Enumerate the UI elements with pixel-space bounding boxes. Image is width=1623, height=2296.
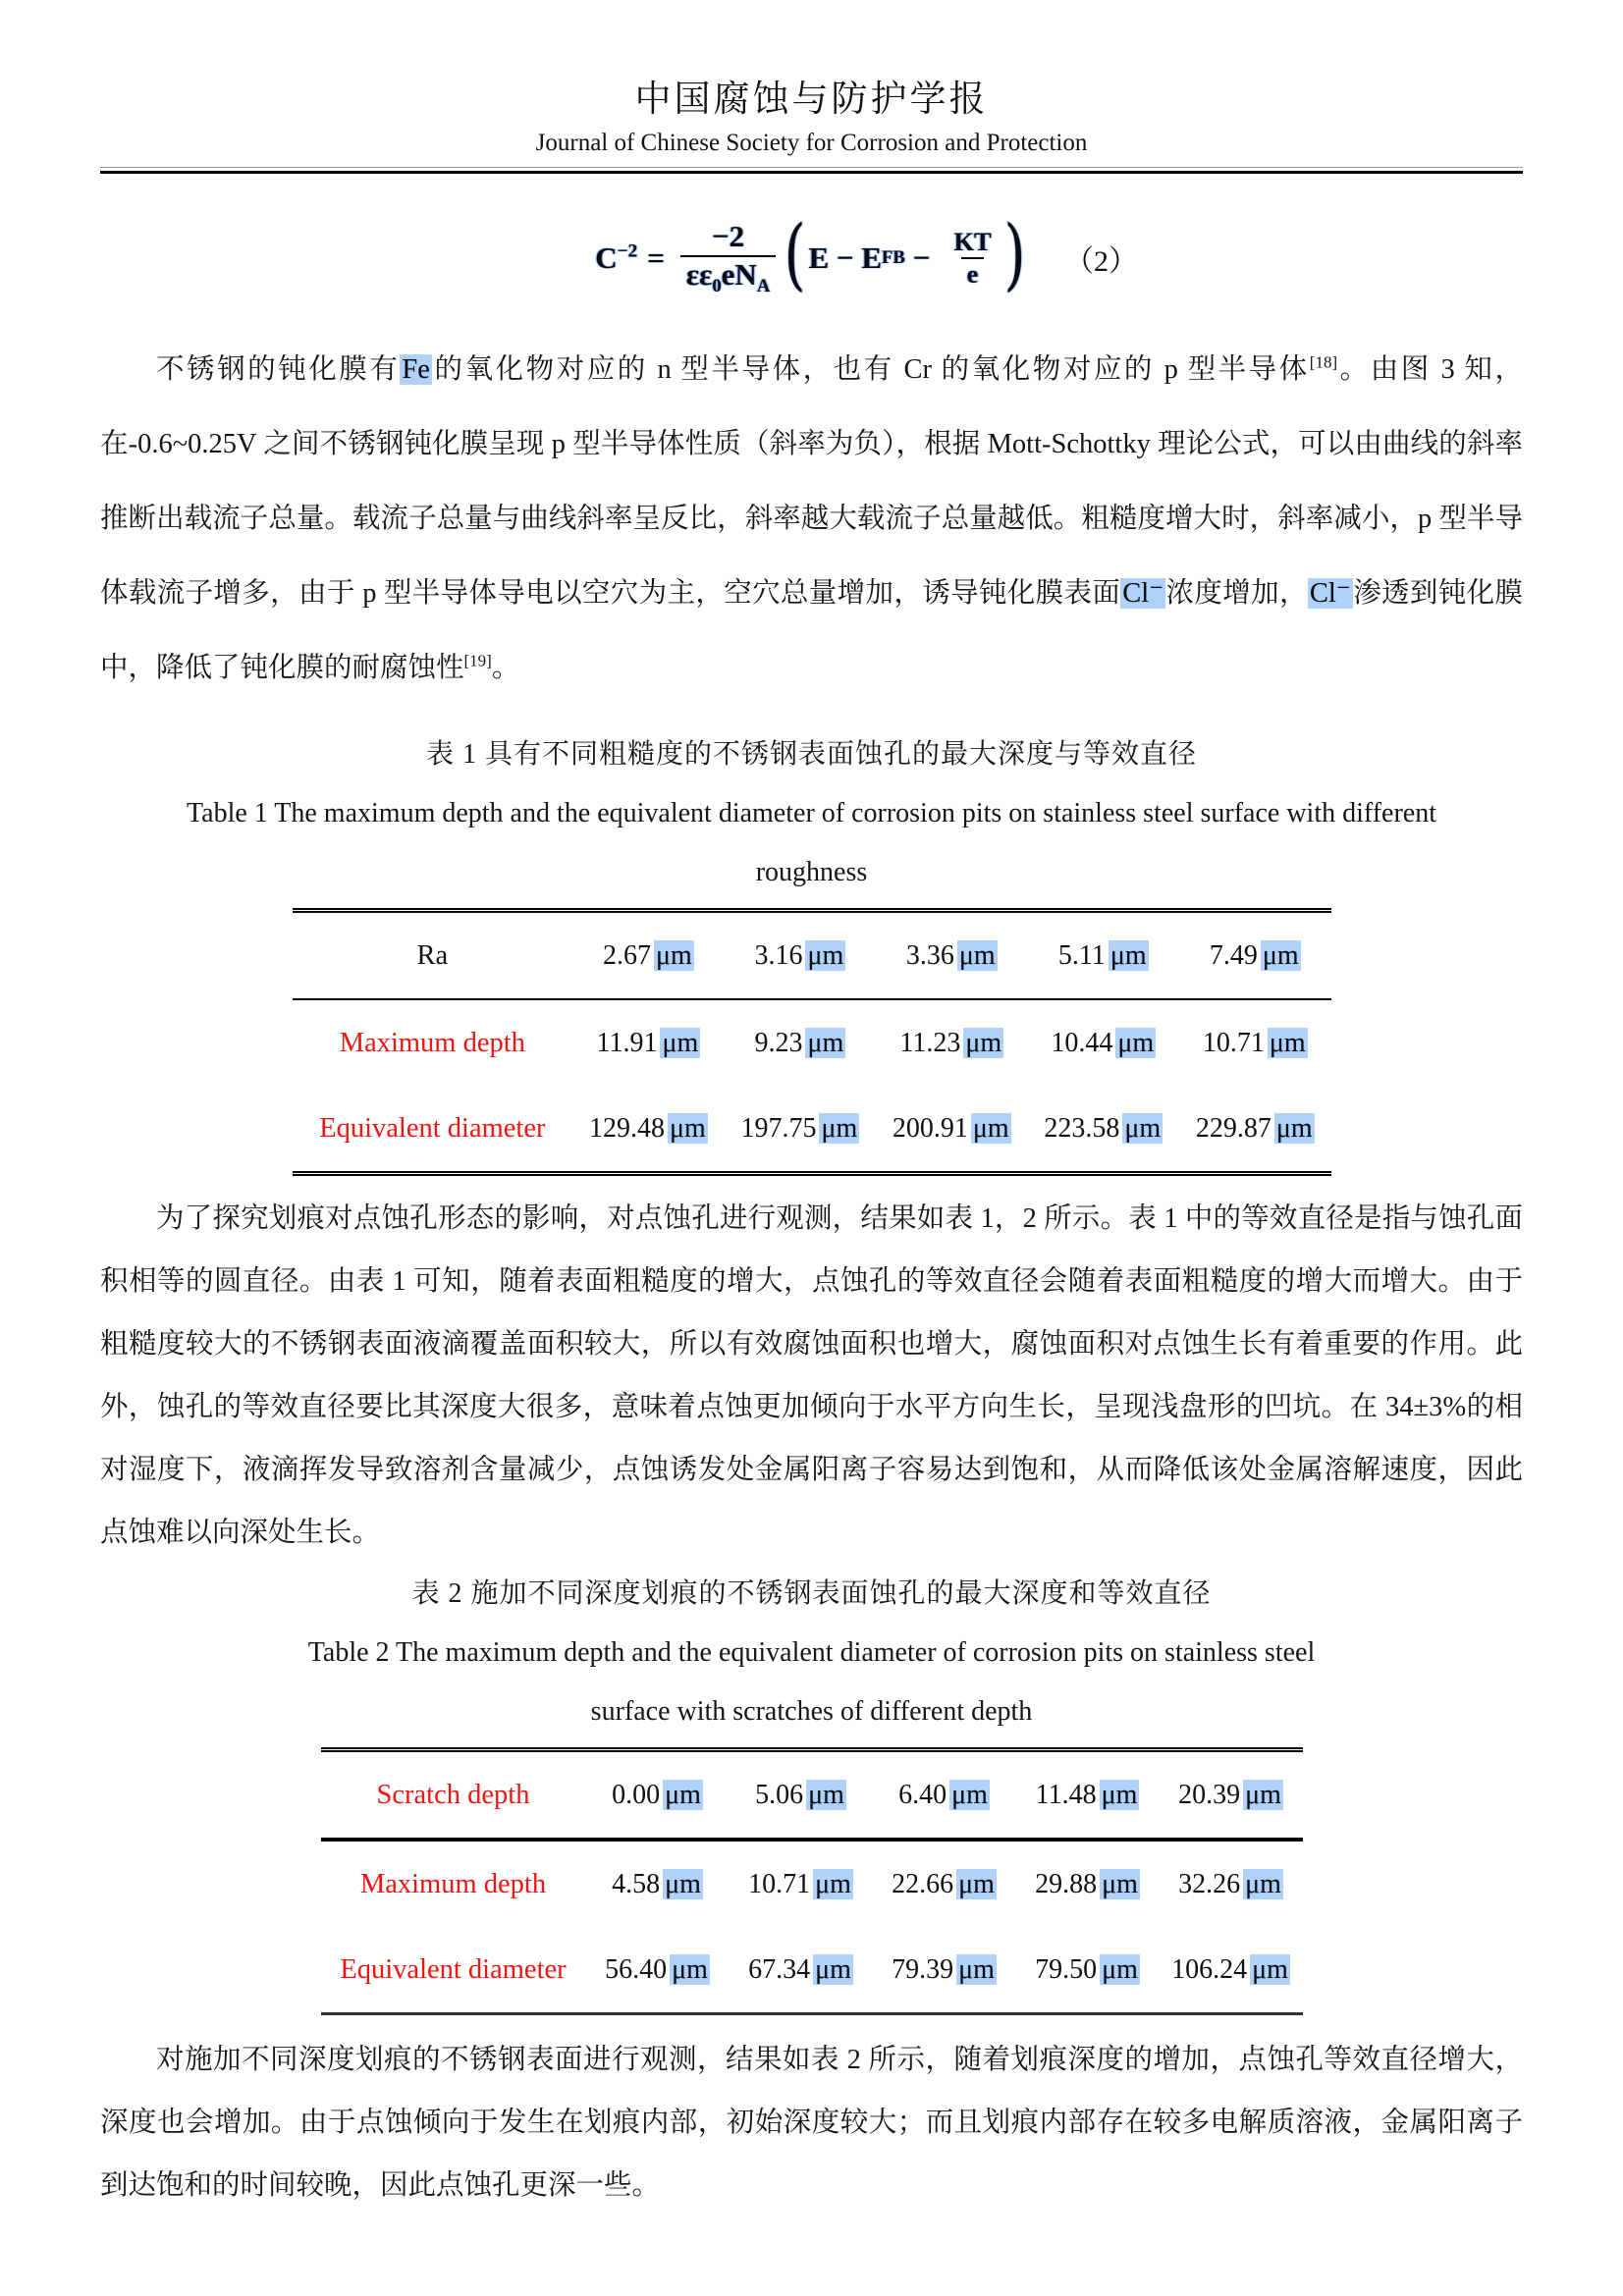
unit-micrometer: μm	[1269, 1027, 1306, 1058]
close-parenthesis: )	[1003, 207, 1026, 299]
unit-micrometer: μm	[665, 1868, 701, 1899]
unit-micrometer: μm	[672, 1953, 708, 1985]
e-denominator: e	[961, 257, 985, 290]
table-row	[321, 1927, 1303, 2014]
unit-micrometer: μm	[1124, 1112, 1162, 1144]
table-cell	[725, 999, 876, 1086]
citation-19: [19]	[463, 651, 492, 670]
cell-number: 10.71	[1202, 1027, 1265, 1058]
row-label-maximum-depth	[321, 1840, 586, 1927]
cell-number: 67.34	[748, 1953, 811, 1985]
text-run: 的氧化物对应的 n 型半导体，也有 Cr 的氧化物对应的 p 型半导体	[431, 354, 1310, 385]
equation-number: （2）	[1064, 245, 1138, 278]
table-cell	[876, 1086, 1027, 1174]
table-cell	[586, 1750, 730, 1841]
table-cell	[572, 911, 724, 1000]
unit-micrometer: μm	[1245, 1868, 1281, 1899]
unit-micrometer: μm	[1262, 939, 1299, 971]
fraction-numerator: −2	[711, 219, 745, 254]
row-label-equivalent-diameter	[293, 1086, 573, 1174]
unit-micrometer: μm	[821, 1112, 858, 1144]
header-divider	[100, 167, 1523, 174]
unit-micrometer: μm	[807, 939, 844, 971]
unit-micrometer: μm	[1102, 1868, 1138, 1899]
cell-number: 3.16	[754, 939, 803, 971]
table-cell	[1016, 1927, 1160, 2014]
table-row	[293, 911, 1331, 1000]
equation-lhs-base: C	[595, 240, 618, 275]
cell-number: 2.67	[603, 939, 651, 971]
unit-micrometer: μm	[965, 1027, 1002, 1058]
unit-micrometer: μm	[972, 1112, 1009, 1144]
text-run: 。	[491, 653, 520, 683]
cell-number: 10.44	[1051, 1027, 1113, 1058]
table-cell	[1160, 1927, 1303, 2014]
cell-number: 22.66	[892, 1868, 954, 1899]
paragraph-scratch-observation: 为了探究划痕对点蚀孔形态的影响，对点蚀孔进行观测，结果如表 1，2 所示。表 1 中的等效直径是指与蚀孔面积相等的圆直径。由表 1 可知，随着表面粗糙度的增大，点蚀孔的等效直径会随着表面粗糙度的增大而增大。由于粗糙度较大的不锈钢表面液滴覆盖面积较大，所以有效腐蚀面积也增大，腐蚀面积对点蚀生长有着重要的作用。此外，蚀孔的等效直径要比其深度大很多，意味着点蚀更加倾向于水平方向生长，呈现浅盘形的凹坑。在 34±3%的相对湿度下，液滴挥发导致溶剂含量减少，点蚀诱发处金属阳离子容易达到饱和，从而降低该处金属溶解速度，因此点蚀难以向深处生长。	[100, 1203, 1523, 1548]
denominator-eN: eN	[721, 256, 757, 292]
table-cell	[1160, 1840, 1303, 1927]
table-cell	[1028, 1086, 1179, 1174]
unit-micrometer: μm	[815, 1953, 851, 1985]
kt-over-e-fraction	[946, 227, 999, 290]
table-cell	[1016, 1840, 1160, 1927]
E-minus-E: E − E	[808, 240, 883, 275]
table-cell	[1028, 999, 1179, 1086]
cell-number: 0.00	[612, 1779, 661, 1810]
row-label-maximum-depth	[293, 999, 573, 1086]
unit-micrometer: μm	[1109, 939, 1147, 971]
table-cell	[586, 1840, 730, 1927]
table-cell	[1028, 911, 1179, 1000]
table2-caption	[100, 1565, 1523, 1741]
table-cell	[725, 1086, 876, 1174]
equation-lhs	[595, 240, 637, 276]
table-row	[321, 1750, 1303, 1841]
cell-number: 11.48	[1035, 1779, 1097, 1810]
table1-caption-en-line1: Table 1 The maximum depth and the equivalent diameter of corrosion pits on stainless steel surface with different	[187, 798, 1436, 828]
row-label-text: Scratch depth	[376, 1779, 530, 1810]
cell-number: 56.40	[605, 1953, 668, 1985]
citation-18: [18]	[1309, 352, 1338, 372]
cell-number: 6.40	[898, 1779, 947, 1810]
minus-sign: −	[912, 240, 931, 275]
cell-number: 10.71	[748, 1868, 811, 1899]
cell-number: 4.58	[612, 1868, 661, 1899]
table-cell	[876, 911, 1027, 1000]
cell-number: 3.36	[905, 939, 954, 971]
unit-micrometer: μm	[1102, 1953, 1138, 1985]
table2-caption-zh: 表 2 施加不同深度划痕的不锈钢表面蚀孔的最大深度和等效直径	[411, 1578, 1212, 1609]
row-label-scratch-depth	[321, 1750, 586, 1841]
formula-chloride-ion: Cl⁻	[1122, 578, 1164, 609]
table-cell	[873, 1927, 1016, 2014]
kt-numerator: KT	[953, 227, 992, 256]
cell-number: 11.91	[596, 1027, 658, 1058]
table1-caption-zh: 表 1 具有不同粗糙度的不锈钢表面蚀孔的最大深度与等效直径	[425, 739, 1197, 770]
unit-micrometer: μm	[1252, 1953, 1288, 1985]
unit-micrometer: μm	[665, 1779, 701, 1810]
equals-sign: =	[647, 240, 665, 275]
row-label-text: Equivalent diameter	[319, 1112, 546, 1144]
table-row	[293, 999, 1331, 1086]
text-run: 。由图 3 知，在-0.6~0.25V 之间不锈钢钝化膜呈现 p 型半导体性质（斜率为负），根据 Mott-Schottky 理论公式，可以由曲线的斜率推断出载流子总量。载流子总量与曲线斜率呈反比，斜率越大载流子总量越低。粗糙度增大时，斜率减小，p 型半导体载流子增多，由于 p 型半导体导电以空穴为主，空穴总量增加，诱导钝化膜表面	[100, 354, 1523, 609]
row-label-text: Maximum depth	[359, 1868, 547, 1899]
row-label-text: Maximum depth	[339, 1027, 525, 1058]
unit-micrometer: μm	[958, 1868, 995, 1899]
equation-parenthetical	[808, 227, 1001, 290]
paragraph-semiconductor	[100, 333, 1523, 706]
text-run: 渗透到钝化膜中，降低了钝化膜的耐腐蚀性	[100, 578, 1523, 683]
denominator-sub-A: A	[756, 275, 771, 296]
cell-number: 20.39	[1178, 1779, 1241, 1810]
journal-title-en: Journal of Chinese Society for Corrosion and Protection	[535, 130, 1088, 156]
cell-number: 79.50	[1035, 1953, 1098, 1985]
formula-Fe: Fe	[402, 354, 430, 385]
table2-caption-en-line1: Table 2 The maximum depth and the equivalent diameter of corrosion pits on stainless steel	[307, 1637, 1316, 1668]
journal-title-zh: 中国腐蚀与防护学报	[634, 80, 989, 120]
equation-lhs-exponent: −2	[617, 240, 638, 262]
text-run: 浓度增加，	[1165, 578, 1308, 609]
table-cell	[572, 1086, 724, 1174]
row-label-text: Equivalent diameter	[340, 1953, 567, 1985]
unit-micrometer: μm	[1117, 1027, 1155, 1058]
table-cell	[725, 911, 876, 1000]
table-cell	[1160, 1750, 1303, 1841]
fraction-denominator	[680, 255, 776, 297]
denominator-epsilons: εε	[685, 256, 713, 292]
cell-number: 29.88	[1035, 1868, 1098, 1899]
cell-number: 223.58	[1044, 1112, 1120, 1144]
table-cell	[873, 1750, 1016, 1841]
cell-number: 5.11	[1057, 939, 1106, 971]
unit-micrometer: μm	[662, 1027, 699, 1058]
table-cell	[730, 1750, 873, 1841]
cell-number: 129.48	[589, 1112, 665, 1144]
cell-number: 106.24	[1171, 1953, 1248, 1985]
table1-roughness	[293, 908, 1331, 1176]
unit-micrometer: μm	[656, 939, 692, 971]
unit-micrometer: μm	[1245, 1779, 1281, 1810]
cell-number: 197.75	[740, 1112, 817, 1144]
unit-micrometer: μm	[807, 1027, 844, 1058]
table-cell	[876, 999, 1027, 1086]
table-cell	[586, 1927, 730, 2014]
cell-number: 5.06	[755, 1779, 804, 1810]
cell-number: 229.87	[1195, 1112, 1271, 1144]
row-label-text: Ra	[416, 939, 449, 971]
equation-main-fraction	[680, 219, 776, 297]
unit-micrometer: μm	[815, 1868, 851, 1899]
equation-2	[595, 207, 1027, 299]
unit-micrometer: μm	[958, 939, 996, 971]
table-cell	[572, 999, 724, 1086]
table1-caption-en-line2: roughness	[755, 857, 868, 887]
text-run: 不锈钢的钝化膜有	[156, 354, 401, 385]
cell-number: 79.39	[892, 1953, 954, 1985]
open-parenthesis: (	[784, 207, 806, 299]
cell-number: 200.91	[892, 1112, 968, 1144]
denominator-sub-zero: 0	[712, 275, 722, 296]
table-cell	[1016, 1750, 1160, 1841]
table2-caption-en-line2: surface with scratches of different depth	[590, 1696, 1033, 1727]
row-label-equivalent-diameter	[321, 1927, 586, 2014]
formula-chloride-ion: Cl⁻	[1309, 578, 1351, 609]
table-cell	[730, 1927, 873, 2014]
unit-micrometer: μm	[1101, 1779, 1138, 1810]
unit-micrometer: μm	[808, 1779, 844, 1810]
table1-caption	[100, 725, 1523, 902]
cell-number: 9.23	[754, 1027, 803, 1058]
row-label-ra	[293, 911, 573, 1000]
unit-micrometer: μm	[1275, 1112, 1313, 1144]
equation-row	[100, 207, 1523, 309]
table-cell	[1179, 999, 1331, 1086]
sub-FB: FB	[882, 246, 905, 268]
table2-scratch-depth	[321, 1747, 1303, 2015]
paragraph-scratch-conclusion: 对施加不同深度划痕的不锈钢表面进行观测，结果如表 2 所示，随着划痕深度的增加，点蚀孔等效直径增大，深度也会增加。由于点蚀倾向于发生在划痕内部，初始深度较大；而且划痕内部存在较多电解质溶液，金属阳离子到达饱和的时间较晚，因此点蚀孔更深一些。	[100, 2045, 1523, 2201]
unit-micrometer: μm	[670, 1112, 706, 1144]
table-row	[293, 1086, 1331, 1174]
table-cell	[1179, 911, 1331, 1000]
unit-micrometer: μm	[951, 1779, 988, 1810]
table-cell	[1179, 1086, 1331, 1174]
table-cell	[873, 1840, 1016, 1927]
table-cell	[730, 1840, 873, 1927]
unit-micrometer: μm	[958, 1953, 995, 1985]
cell-number: 7.49	[1209, 939, 1258, 971]
table-row	[321, 1840, 1303, 1927]
cell-number: 11.23	[899, 1027, 961, 1058]
cell-number: 32.26	[1178, 1868, 1241, 1899]
